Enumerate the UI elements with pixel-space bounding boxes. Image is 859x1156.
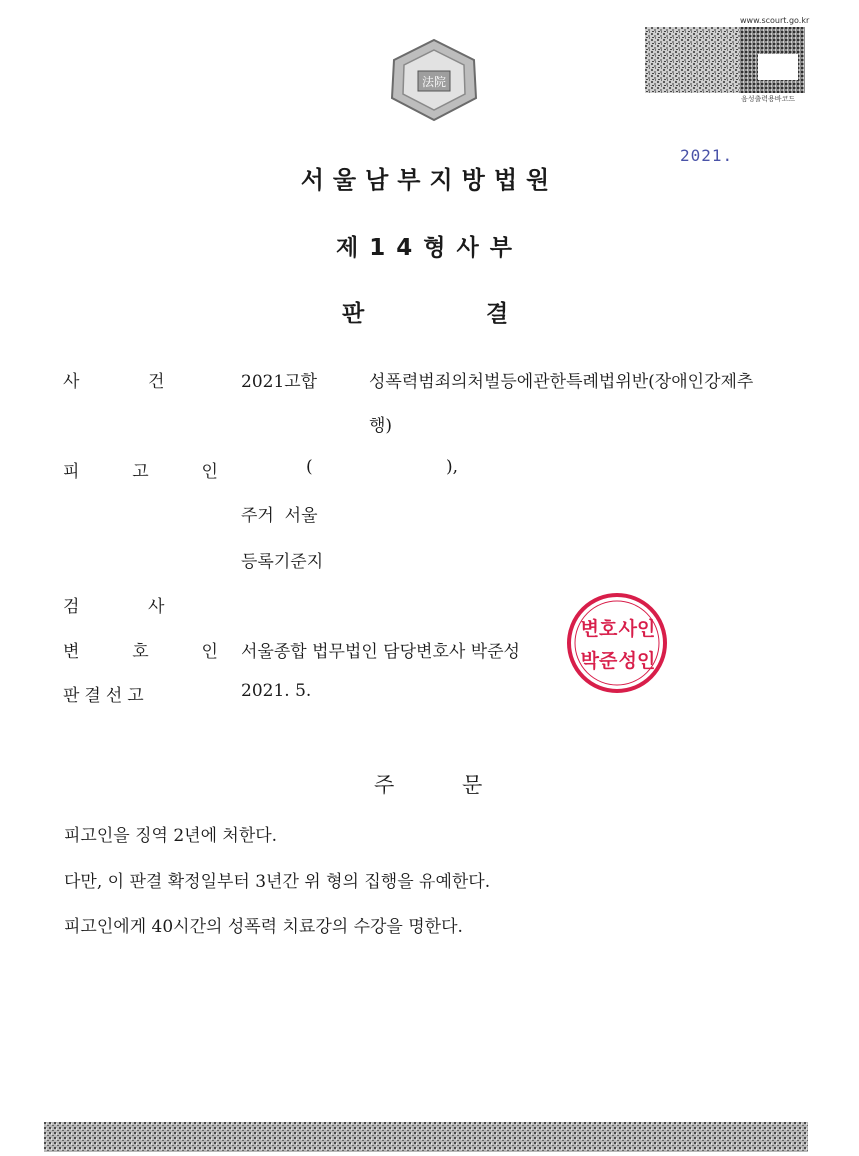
court-name: 서울남부지방법원 [300,166,559,194]
case-label-char-1: 사 [63,372,80,392]
defendant-address: 주거 서울 [241,506,318,526]
doc-title-char-2: 결 [486,301,509,327]
main-heading-char-2: 문 [462,773,483,797]
order-line-2: 다만, 이 판결 확정일부터 3년간 위 형의 집행을 유예한다. [64,872,491,892]
prosecutor-label-char-1: 검 [63,597,80,617]
seal-char-3: 박준 [580,650,618,672]
court-emblem-icon [386,38,482,122]
received-year-stamp: 2021. [680,146,734,165]
prosecutor-label-char-2: 사 [148,597,165,617]
division-name: 제14형사부 [336,235,523,261]
main-heading-char-1: 주 [374,773,395,797]
case-label [63,367,165,392]
case-name-line-1: 성폭력범죄의처벌등에관한특례법위반(장애인강제추 [369,372,754,392]
barcode-image [645,27,805,93]
barcode-caption: 음성출력용바코드 [741,95,796,103]
defendant-label: 피 고 인 [63,462,232,482]
seal-char-1: 변호 [580,618,618,640]
case-label-char-2: 건 [148,372,165,392]
verdict-date-value: 2021. 5. [241,681,312,701]
defendant-paren-close: ), [446,457,459,477]
security-barcode-strip [44,1122,808,1152]
defendant-registration: 등록기준지 [241,552,324,572]
defendant-paren-open: ( [306,457,313,477]
seal-char-2: 사인 [618,618,656,640]
emblem-text: 法院 [421,75,447,89]
attorney-seal-icon [565,591,669,695]
seal-char-4: 성인 [618,650,656,672]
counsel-label: 변 호 인 [63,642,232,662]
doc-title-char-1: 판 [342,301,365,327]
verdict-date-label: 판결선고 [63,686,149,706]
case-number: 2021고합 [241,372,318,392]
case-name-line-2: 행) [369,416,393,436]
order-line-3: 피고인에게 40시간의 성폭력 치료강의 수강을 명한다. [64,917,463,937]
order-line-1: 피고인을 징역 2년에 처한다. [64,826,278,846]
prosecutor-label [63,592,165,617]
counsel-value: 서울종합 법무법인 담당변호사 박준성 [241,642,520,662]
barcode-url: www.scourt.go.kr [740,16,810,25]
